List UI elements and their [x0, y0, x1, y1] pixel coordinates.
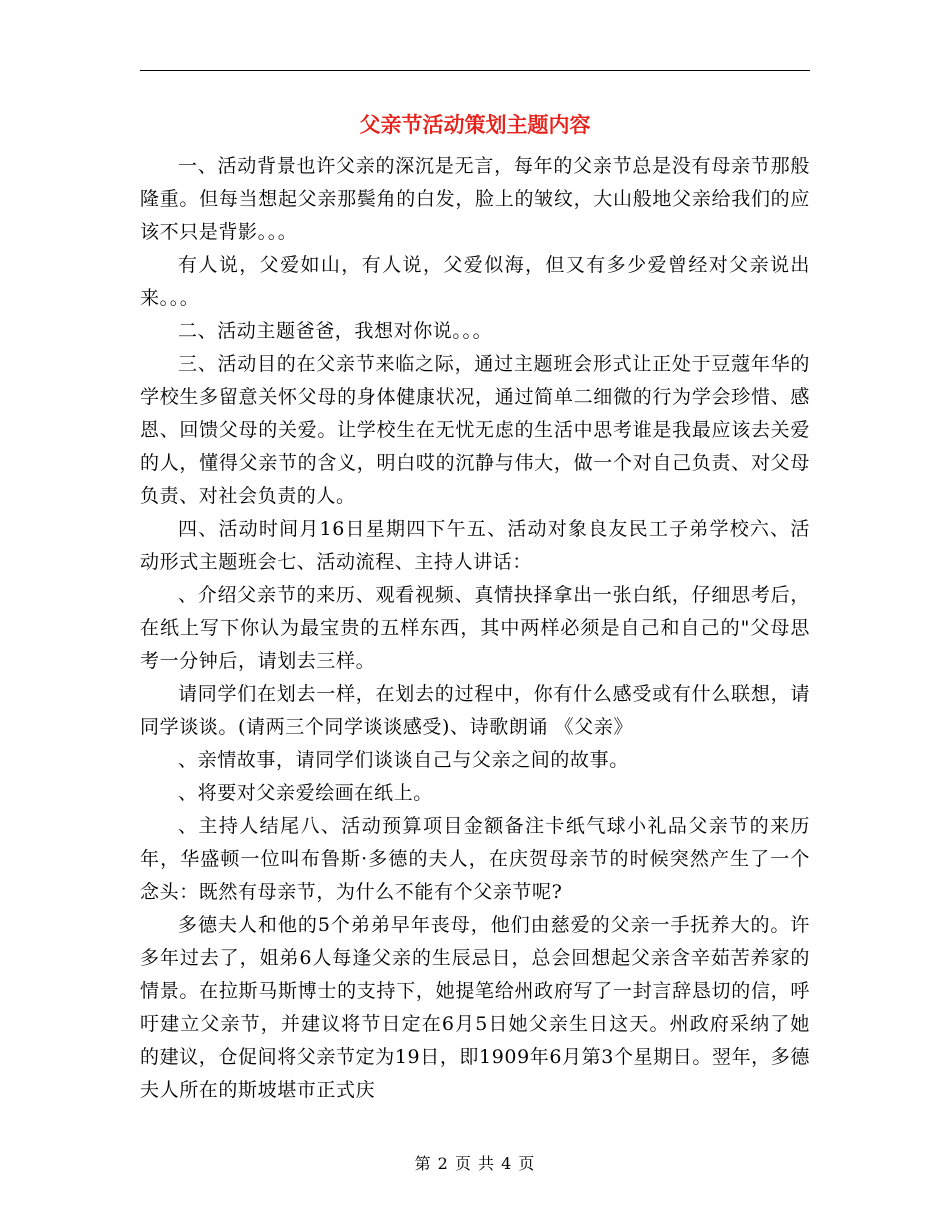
- paragraph-background: 一、活动背景也许父亲的深沉是无言，每年的父亲节总是没有母亲节那般隆重。但每当想起父亲那鬓角的白发，脸上的皱纹，大山般地父亲给我们的应该不只是背影。。。: [140, 155, 810, 243]
- page-number: 第 2 页 共 4 页: [414, 1154, 536, 1173]
- paragraph-dodd-story: 多德夫人和他的5个弟弟早年丧母，他们由慈爱的父亲一手抚养大的。许多年过去了，姐弟6人每逢父亲的生辰忌日，总会回想起父亲含辛茹苦养家的情景。在拉斯马斯博士的支持下，她提笔给州政府写了一封言辞恳切的信，呼吁建立父亲节，并建议将节日定在6月5日她父亲生日这天。州政府采纳了她的建议，仓促间将父亲节定为19日，即1909年6月第3个星期日。翌年，多德夫人所在的斯坡堪市正式庆: [140, 914, 810, 1101]
- paragraph-introduction: 、介绍父亲节的来历、观看视频、真情抉择拿出一张白纸，仔细思考后，在纸上写下你认为最宝贵的五样东西，其中两样必须是自己和自己的"父母思考一分钟后，请划去三样。: [140, 584, 810, 672]
- paragraph-schedule: 四、活动时间月16日星期四下午五、活动对象良友民工子弟学校六、活动形式主题班会七、活动流程、主持人讲话：: [140, 518, 810, 573]
- document-body: [140, 150, 810, 1107]
- paragraph-theme: 二、活动主题爸爸，我想对你说。。。: [178, 320, 493, 342]
- paragraph-drawing: 、将要对父亲爱绘画在纸上。: [178, 782, 433, 804]
- paragraph-history: 、主持人结尾八、活动预算项目金额备注卡纸气球小礼品父亲节的来历年，华盛顿一位叫布鲁斯·多德的夫人，在庆贺母亲节的时候突然产生了一个念头：既然有母亲节，为什么不能有个父亲节呢?: [140, 815, 810, 903]
- paragraph-purpose: 三、活动目的在父亲节来临之际，通过主题班会形式让正处于豆蔻年华的学校生多留意关怀父母的身体健康状况，通过简单二细微的行为学会珍惜、感恩、回馈父母的关爱。让学校生在无忧无虑的生活中思考谁是我最应该去关爱的人，懂得父亲节的含义，明白哎的沉静与伟大，做一个对自己负责、对父母负责、对社会负责的人。: [140, 353, 810, 507]
- document-title: 父亲节活动策划主题内容: [359, 112, 591, 137]
- paragraph-father-love: 有人说，父爱如山，有人说，父爱似海，但又有多少爱曾经对父亲说出来。。。: [140, 254, 810, 309]
- paragraph-discussion: 请同学们在划去一样，在划去的过程中，你有什么感受或有什么联想，请同学谈谈。(请两三个同学谈谈感受)、诗歌朗诵 《父亲》: [140, 683, 810, 738]
- header-rule: [140, 70, 810, 71]
- paragraph-family-story: 、亲情故事，请同学们谈谈自己与父亲之间的故事。: [178, 749, 629, 771]
